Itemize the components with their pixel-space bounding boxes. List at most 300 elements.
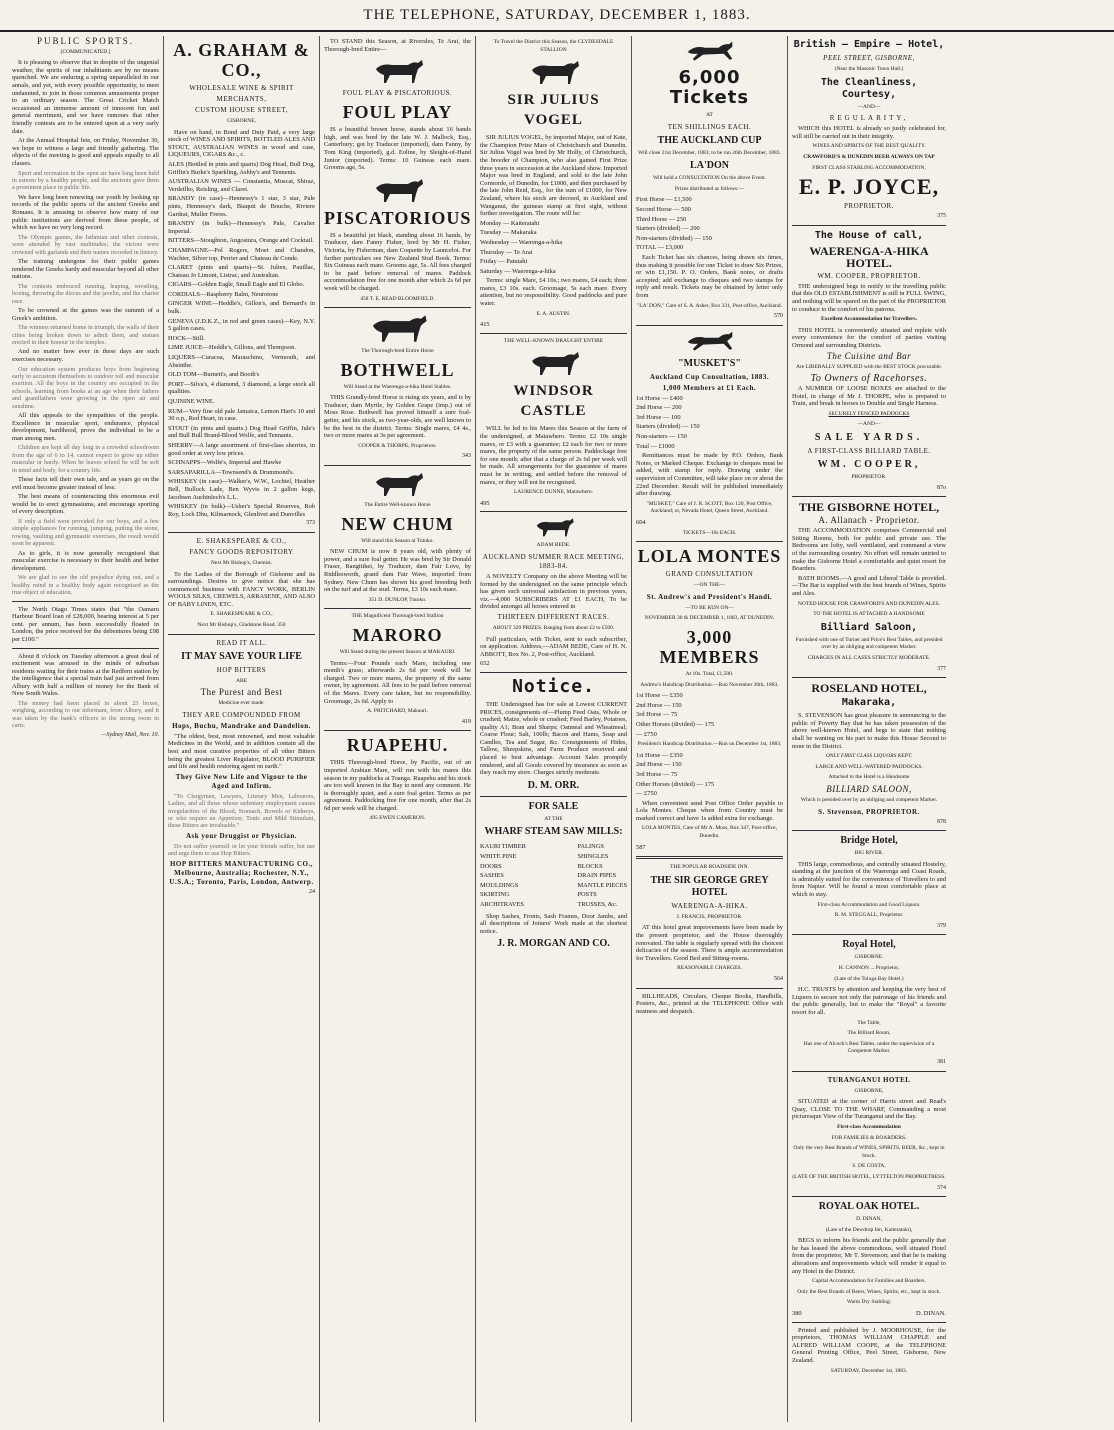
list-item: KAURI TIMBER [480, 843, 526, 851]
prize-item: 3rd Horse — 75 [636, 711, 678, 719]
advert-title-windsor-castle: WINDSOR CASTLE [513, 383, 594, 420]
advert-line: (LATE OF THE BRITISH HOTEL, LYTTELTON PROPRIETRESS. [792, 1173, 946, 1180]
news-source: —Sydney Mail, Nov. 10. [101, 731, 159, 738]
advert-line: TO THE HOTEL IS ATTACHED A HANDSOME [813, 611, 925, 618]
advert-title-bothwell: BOTHWELL [340, 359, 455, 380]
prize-item: Total — £1000 [636, 442, 675, 450]
advert-body: THE Undersigned has for sale at Lowest CURRENT PRICES, consignments of—Plump Feed Oats, Whole or crushed; Maize, whole or crushed; Feed Barley, Potatoes, quality A1; Bran and Sharps; Oatmeal and Wheatmeal; Coarse Flour; Salt, 100lb; Bacon and Hams, Soap and Candles, Tea and Sugar, &c. Consignments of Hides, Tallow, Sheepskins, and Farm Produce received and placed to best advantage. Account Sales promptly rendered, and all Goods covered by insurance as soon as they reach my store. Charges strictly moderate. [480, 700, 627, 777]
advert-line: —ON THE— [694, 582, 725, 589]
advert-line: Will stand this Season at Tutoko. [361, 537, 434, 544]
column-2 [164, 36, 320, 1422]
paragraph: As to girls, it is now generally recognised that muscular exercise is necessary to their health and better development. [12, 549, 159, 572]
prize-item: 2nd Horse — 150 [636, 701, 682, 709]
prize-item: Other Horses (divided) — 175 [636, 780, 715, 788]
prize-item: 2nd Horse — 150 [636, 761, 682, 769]
paragraph: If only a field were provided for our boys, and a few simple appliances for running, jumping, putting the stone, rowing, vaulting and gymnastic exercises, the result would soon be apparent. [12, 517, 159, 548]
advert-line: BILLIARD SALOON, [826, 783, 912, 794]
advert-line: St. Andrew's and President's Handi. [646, 592, 773, 601]
advert-number: 380 [792, 1310, 802, 1318]
divider [480, 333, 627, 334]
stock-item: WHISKEY (in case)—Walker's, W.W., Lochiel, Heather Bell, Bullock Lade, Ben Wyvis in 2 gallon kegs, Jacobsen Auchinlech's L.L. [168, 478, 315, 501]
advert-body: Terms:—Four Pounds each Mare, including one month's grass; afterwards 2s 6d per week will be charged. Two or more mares, the property of the same owner, by agreement. All fees to be paid before removal of the Mares. Every care taken, but no responsibility. Groomage, 2s 6d. Apply to [324, 659, 471, 705]
advert-number: 570 [774, 313, 783, 320]
advert-number: 377 [937, 665, 946, 672]
advert-line: J. FRANCIS, PROPRIETOR. [676, 913, 743, 920]
advert-body: When convenient send Post Office Order payable to Lola Montes. Cheque when from Country must be marked correct and have 1s added extra for exchange. [636, 799, 783, 822]
paragraph: The winners returned home in triumph, the walls of their cities being broken down to admit them, and statues erected in their honour in the temples. [12, 324, 159, 346]
stock-item: BRANDY (in bulk)—Hennessy's Pale, Cavalier Imperial. [168, 220, 315, 235]
advert-number: 604 [636, 519, 646, 526]
stock-item: SCHNAPPS—Wolfe's, Imperial and Hawke [168, 459, 282, 467]
advert-line: Attached to the Hotel is a Handsome [828, 774, 910, 781]
advert-line: PEEL STREET, GISBORNE, [823, 54, 915, 62]
advert-line: ABOUT 320 PRIZES. Ranging from about £2 to £500. [492, 624, 615, 631]
prize-item: 1st Horse — £350 [636, 751, 683, 759]
horse-illustration [529, 516, 579, 538]
advert-line: Medicine ever made. [218, 700, 265, 707]
advert-signature: D. DINAN. [916, 1310, 946, 1318]
advert-line: —TO BE RUN ON— [685, 604, 734, 611]
imprint-date: SATURDAY, December 1st, 1883. [830, 1367, 908, 1374]
paragraph: We are glad to see the old prejudice dying out, and a healthy mind in a healthy body again recognised as the true object of education. [12, 574, 159, 597]
advert-number: 343 [462, 453, 471, 460]
advert-line: H. CANNON ... Proprietor, [838, 965, 900, 972]
advert-line: PROPRIETOR. [844, 202, 894, 211]
divider [792, 830, 946, 831]
prize-list [636, 692, 783, 738]
advert-line: Capital Accommodation for Families and Boarders. [812, 1278, 926, 1285]
route-item: Saturday — Waerenga-a-hika [480, 267, 556, 275]
paragraph: "To Clergymen, Lawyers, Literary Men, Labourers, Ladies, and all those whose sedentary employment causes irregularities of the Blood, Stomach, Bowels or Kidneys, or who require an Appetizer, Tonic and Mild Stimulant, these Bitters are invaluable." [168, 792, 315, 830]
stock-item: PORT—Silva's, 4 diamond, 3 diamond, a large stock all qualities. [168, 380, 315, 396]
advert-title-new-chum: NEW CHUM [341, 513, 454, 534]
divider [480, 511, 627, 512]
advert-body: To the Ladies of the Borough of Gisborne and its surroundings. Desires to give notice that she has commenced business with FANCY WORK, BERLIN WOOLS SILKS, CREWELS, ARRASENE, AND ALSO OF BABY LINEN, ETC. [168, 570, 315, 608]
advert-signature: E. A. AUSTIN. [536, 310, 571, 317]
advert-title-hop-bitters: IT MAY SAVE YOUR LIFE [181, 650, 302, 662]
advert-line: Billiard Saloon, [820, 621, 918, 633]
advert-title-shakespeare: E. SHAKESPEARE & CO., [196, 536, 287, 545]
divider [168, 634, 315, 635]
advert-intro: To Travel the District this Season, the CLYDESDALE STALLION [493, 39, 614, 53]
stock-item: BITTERS—Stoughton, Angostura, Orange and Cocktail. [168, 237, 314, 245]
paragraph: Sport and recreation in the open air have long been held in esteem by a healthy people, and the ancients gave them a prominent place in public life. [12, 169, 159, 192]
advert-title-musket: "MUSKET'S" [678, 357, 741, 369]
advert-line: TEN SHILLINGS EACH. [667, 122, 752, 131]
advert-body: Remittances must be made by P.O. Orders, Bank Notes, or Marked Cheque. Exchange to cheques must be added, with stamp for reply. Drawing under the supervision of Committee, will take place on or about the 22nd December. Result will be published immediately after drawing. [636, 452, 783, 498]
article-note: [COMMUNICATED.] [60, 48, 111, 55]
advert-title-british-empire: British — Empire — Hotel, [793, 39, 945, 50]
advert-address: "MUSKET," Care of J. R. SCOTT, Box 120, Post Office, Auckland; or, Nevada Hotel, Queen Street, Auckland. [646, 500, 773, 515]
advert-line: 3,000 MEMBERS [659, 626, 760, 667]
advert-line: Makaraka, [841, 697, 897, 709]
divider [636, 856, 783, 859]
advert-footer [792, 1310, 946, 1318]
advert-line: BIG RIVER. [854, 850, 884, 857]
advert-line: GISBORNE, [227, 118, 256, 124]
advert-address: Next Mr Bishop's, Gladstone Road. 350 [197, 622, 286, 629]
prize-list [636, 196, 783, 252]
stock-item: WHISKEY (in bulk)—Usher's Special Reserves, Rob Roy, Loch Dhu, Kilmarnock, Glenlivet and Dunvilles [168, 503, 315, 518]
prize-item: 2nd Horse — 200 [636, 404, 682, 412]
advert-line: ARE [236, 677, 247, 684]
prize-item: 1st Horse — £400 [636, 394, 683, 402]
divider [324, 465, 471, 466]
list-item: WHITE PINE [480, 853, 517, 861]
prize-item: — £750 [636, 730, 657, 738]
masthead: THE TELEPHONE, SATURDAY, DECEMBER 1, 1883. [0, 0, 1114, 32]
stock-item: OLD TOM—Burnett's, and Booth's [168, 371, 260, 379]
advert-line: The Entire Well-known Horse [364, 502, 431, 509]
prize-item: First Horse — £1,500 [636, 196, 692, 204]
advert-line: Only the Best Brands of Beers, Wines, Spirits, etc., kept in stock. [797, 1288, 941, 1295]
stock-item: SARSAPARILLA—Townsend's & Drummond's. [168, 468, 295, 476]
stock-item: STOUT (in pints and quarts.) Dog Head Griffin, Jule's and Bull Bull Brand-Blood Wolfe, and Tennants. [168, 424, 315, 440]
advert-title-lola-montes: LOLA MONTES [637, 546, 782, 567]
advert-line: (Late of the Tologa Bay Hotel.) [834, 975, 904, 982]
advert-line: Warm Dry Stabling. [846, 1299, 892, 1306]
advert-line: WINES AND SPIRITS OF THE BEST QUALITY. [812, 143, 926, 150]
horse-illustration [524, 58, 584, 86]
advert-line: First-class Accommodation and Good Liquors. [817, 901, 921, 908]
column-6 [788, 36, 950, 1422]
advert-intro: TO STAND this Season, at Riversles, Te Arai, the Thorough-bred Entire— [324, 38, 471, 53]
paragraph: Our education system produces boys from beginning early to accustom themselves to outdoor toil and muscular exertion. All the boys in the country are occupied in the schools, learning from books at an age when their fathers and grandfathers were growing in the open air and sunshine. [12, 365, 159, 410]
advert-line: TICKETS—10s EACH. [682, 529, 737, 536]
prize-list [636, 752, 783, 798]
advert-line: Andrew's Handicap Distribution.—Run November 30th, 1883. [640, 681, 779, 688]
advert-line: Which is presided over by an obliging and competent Marker. [800, 796, 938, 803]
advert-title-royal-oak: ROYAL OAK HOTEL. [818, 1201, 920, 1213]
advert-line: The Purest and Best [200, 687, 283, 698]
advert-line: THE WELL-KNOWN DRAUGHT ENTIRE [503, 337, 604, 344]
advert-body: Full particulars, with Ticket, sent to each subscriber, on application. Address,—ADAM BEDE, Care of H. N. ABBOTT, Box No. 2, Post-office, Auckland. [480, 635, 627, 658]
prize-item: 1st Horse — £350 [636, 692, 683, 700]
list-item: DRAIN PIPES [577, 872, 616, 880]
prize-item: 3rd Horse — 75 [636, 770, 678, 778]
advert-line: The Cuisine and Bar [826, 350, 912, 361]
stock-item: QUININE WINE. [168, 398, 215, 405]
paragraph: The money had been placed in about 25 boxes, weighing, according to our informant, from Albury, and it was taken by the bank's officers to the strong room in carts. [12, 700, 159, 730]
advert-line: READ IT ALL. [216, 638, 267, 647]
paragraph: The best means of counteracting this enormous evil would be to erect gymnasiums, and encourage sporting of every description. [12, 493, 159, 516]
advert-body: IS a beautiful brown horse, stands about 16 hands high, and was bred by the late W. J. Mallock, Esq., Canterbury; got by Traducer (imported), dam Fanny, by Tom King (imported), g.d. Eoline, by Sleight-of-Hand Junior (imported). Terms: 10 Guineas each mare. Grooms age, 5s. [324, 126, 471, 172]
advert-line: SECURELY FENCED PADDOCKS [828, 410, 910, 417]
stock-item: SHERRY—A large assortment of first-class sherries, in good order at very low prices. [168, 441, 315, 457]
advert-line: AT THE [544, 815, 563, 822]
route-item: Friday — Patutahi [480, 258, 528, 266]
advert-title-waerenga-a-hika: WAERENGA-A-HIKA HOTEL. [809, 243, 929, 270]
advert-line: Excellent Accommodation for Travellers. [821, 316, 917, 323]
advert-title-tickets: 6,000 Tickets [669, 67, 750, 108]
paragraph: These facts tell their own tale, and as years go on the evil must become greater instead of less. [12, 475, 159, 491]
advert-body: THIS large, commodious, and centrally situated Hostelry, standing at the junction of the Waerenga and Coast Roads, is admirably suited for the convenience of Travellers to and from Napier. Will be found a most comfortable place at which to stay. [792, 860, 946, 899]
advert-line: Next Mr Bishop's, Chemist. [210, 559, 273, 566]
advert-line: Auckland Cup Consultation, 1883. [649, 372, 770, 381]
news-item-albury: About 8 o'clock on Tuesday afternoon a great deal of excitement was aroused in the minds of suburban residents waiting for their trains at the Redfern station by the intelligence that a special train had just arrived from Albury with half a million of money for the Bank of New South Wales. [12, 652, 159, 698]
divider [168, 532, 315, 533]
prize-item: TOTAL — £3,000 [636, 244, 684, 252]
imprint: Printed and published by J. MOORHOUSE, for the proprietors, THOMAS WILLIAM CHAPPLE and ALFRED WILLIAM COOPE, at the TELEPHONE General Printing Office, Peel Street, Gisborne, New Zealand. [792, 1326, 946, 1364]
advert-signature: S. Stevenson, PROPRIETOR. [818, 807, 920, 816]
advert-line: FIRST CLASS STABLING ACCOMMODATION, [812, 164, 926, 171]
advert-signature: S. DE COSTA, [852, 1163, 886, 1170]
advert-number: 415 [480, 321, 490, 329]
paragraph: The contests embraced running, leaping, wrestling, boxing, throwing the discus and the javelin, and the chariot race. [12, 282, 159, 305]
route-list [480, 220, 627, 276]
advert-number: 419 [462, 718, 471, 725]
advert-line: First-class Accommodation [837, 1123, 901, 1130]
advert-number: 878 [937, 818, 946, 825]
advert-body: WILL be led to his Mares this Season at the farm of the undersigned, at Matawhero. Terms: £2 10s single mares, or £3 with a guarantee; £2 each for two or more mares, the property of the same person. Paddockage free for one month; after that a charge of 2s 6d per week will be made. All arrangements for the guarantee of mares must be in writing, and settled before the removal of mares, or they will not be recognised. [480, 425, 627, 486]
advert-line: GRAND CONSULTATION [665, 570, 754, 579]
advert-title-turanganui: TURANGANUI HOTEL [827, 1075, 911, 1084]
advert-number: 495 [480, 499, 490, 507]
advert-number: 374 [937, 1184, 946, 1191]
news-item-otago: The North Otago Times states that "the Oamaru Harbour Board loan of £28,000, bearing interest at 5 per cent. per annum, has been successfully floated in London, the price received for the debentures being £98 per £100." [12, 605, 159, 643]
advert-number: 375 [937, 213, 946, 220]
prize-item: Third Horse — 250 [636, 215, 687, 223]
advert-line: Furnished with one of Turner and Price's Best Tables, and presided over by an obliging and competent Marker. [795, 636, 943, 651]
advert-number: 373 [306, 520, 315, 527]
advert-line: Will close 21st December, 1883; to be run 26th December, 1883. [638, 149, 781, 156]
advert-body: AT this hotel great improvements have been made by the present proprietor, and the House thoroughly renovated. The table is regularly spread with the choicest delicacies of the season. There is ample accommodation for Travellers. Good Bed and Sitting-rooms. [636, 924, 783, 962]
advert-body: A NUMBER OF LOOSE BOXES are attached to the Hotel, in charge of Mr J. THORPE, who is prepared to Train, and break in horses to Double and Single Harness. [792, 385, 946, 408]
divider [792, 496, 946, 497]
advert-address: "LA' DON," Care of S. A. Asher, Box 331, Post-office, Auckland. [637, 302, 782, 309]
advert-body: IS a beautiful jet black, standing about 16 hands, by Traducer, dam Fanny Fisher, bred by Mr H. Fisher, Victoria, by Fisherman, dam Coquette by Launcelot. For further particulars see New Zealand Stud Book. Terms: Six Guineas each mare. Grooms age, 5s. All fees charged to be paid before removal of mares. Paddock accommodation free for one month after which 2s 6d per week will be charged. [324, 231, 471, 292]
advert-title-gisborne-hotel: THE GISBORNE HOTEL, [798, 500, 940, 515]
stock-item: BRANDY (in case)—Hennessy's 1 star, 3 star, Pale pints, Hennessy's dark, Biaquit de Bouche, Riviere Gardrat, Muller Freres. [168, 195, 315, 218]
column-3 [320, 36, 476, 1422]
list-item: MOULDINGS [480, 881, 519, 889]
advert-line: CHARGES IN ALL CASES STRICTLY MODERATE. [807, 654, 931, 661]
divider [12, 601, 159, 602]
advert-line: —AND— [857, 103, 881, 110]
advert-title-graham: A. GRAHAM & CO., [173, 40, 310, 80]
advert-line: THE POPULAR ROADSIDE INN. [670, 864, 749, 871]
advert-line: They Give New Life and Vigour to the Aged and Infirm. [175, 772, 308, 790]
advert-signature: LAURENCE DUNNE, Matawhero. [513, 489, 594, 496]
advert-line: Only the very Best Brands of WINES, SPIRITS, BEER, &c., kept in Stock. [793, 1145, 945, 1159]
paragraph: To be crowned at the games was the summit of a Greek's ambition. [12, 306, 159, 322]
route-item: Wednesday — Waerenga-a-hika [480, 238, 563, 246]
route-item: Thursday — Te Arai [480, 248, 533, 256]
prize-item: Other Horses (divided) — 175 [636, 720, 715, 728]
stock-item: AUSTRALIAN WINES — Constantia, Muscat, Shiraz, Verdeilho, Reisling, and Claret. [168, 178, 315, 193]
divider [324, 608, 471, 609]
divider [12, 648, 159, 649]
advert-signature: COOPER & THORPE, Proprietors. [358, 442, 437, 449]
advert-title-sir-julius-vogel: SIR JULIUS VOGEL [507, 92, 600, 129]
advert-signature: LOLA MONTES, Care of Mr A. Moss, Box 347, Post-office, Dunedin. [642, 825, 777, 840]
advert-line: The House of call, [814, 229, 924, 241]
horse-illustration [368, 470, 428, 498]
advert-body: THE ACCOMMODATION comprises Commercial and Sitting Rooms, both for public and private use. The Bedrooms are lofty, well ventilated, and command a view of the surrounding country. No effort will remain untried to make the Gisborne Hotel a comfortable and quiet resort for Boarders. [792, 527, 946, 573]
advert-line: (Near the Masonic Town Hall.) [834, 66, 904, 72]
advert-line: GISBORNE, [854, 1087, 884, 1094]
divider [324, 307, 471, 308]
advert-signature: A. PRITCHARD, Makauri. [367, 708, 428, 715]
advert-line: The Table, [857, 1019, 881, 1026]
stock-item: HOCK—Still. [168, 334, 205, 342]
list-item: MANTLE PIECES [577, 881, 627, 889]
advert-title-adam-bede: AUCKLAND SUMMER RACE MEETING, 1883-84. [482, 552, 625, 570]
advert-body: WHICH this HOTEL is already so justly celebrated for, will still be carried out in their integrity. [792, 125, 946, 140]
horse-illustration [368, 57, 428, 85]
stock-item: CHAMPAGNE—Pol Rogers, Moet and Chandon, Wachter, Silver top, Perrier and Chateau de Conde. [168, 246, 315, 262]
advert-title-bridge-hotel: Bridge Hotel, [840, 835, 898, 847]
route-item: Tuesday — Makaraka [480, 229, 537, 237]
advert-line: Prizes distributed as follows:— [674, 185, 745, 192]
advert-line: CRAWFORD'S & DUNEDIN BEER ALWAYS ON TAP [803, 153, 935, 160]
column-4 [476, 36, 632, 1422]
stock-item: CLARET (pints and quarts)—St. Julien, Pauillac, Chateau Jo Limont, Listrac, and Australian. [168, 264, 315, 279]
paragraph: At the Annual Hospital fete, on Friday, November 30, we hope to witness a large and friendly gathering. The objects of the meeting is good and appeals equally to all classes. [12, 137, 159, 167]
advert-line: Ask your Druggist or Physician. [185, 831, 298, 840]
advert-body: Shop Sashes, Fronts, Sash Frames, Door Jambs, and all descriptions of Joiners' Work made at the shortest notice. [480, 912, 627, 935]
prize-item: 3rd Horse — 100 [636, 413, 681, 421]
page-columns [8, 36, 1106, 1422]
advert-number: 24 [309, 888, 315, 895]
paragraph: Do not suffer yourself or let your friends suffer, but use and urge them to use Hop Bitters. [168, 842, 315, 858]
advert-title-piscatorious: PISCATORIOUS [324, 207, 472, 228]
stock-item: RUM—Very fine old pale Jamaica, Lemon Hart's 10 and 30 o.p., Red Heart, in case. [168, 407, 315, 423]
advert-line: AT [706, 112, 713, 118]
advert-line: The Thorough-bred Entire Horse [361, 348, 434, 355]
divider [636, 325, 783, 326]
advert-signature: WM. COOPER, [817, 459, 921, 471]
advert-title-wharf: WHARF STEAM SAW MILLS: [484, 826, 623, 838]
advert-body: A NOVELTY Company on the above Meeting will be formed by the undersigned on the same principle which has given such universal satisfaction in previous years, viz.—4,000 SUBSCRIBERS AT £1 EACH, To be divided amongst all horses entered in [480, 572, 627, 611]
paragraph: We have long been renewing our youth by looking up records of the public sports of the ancient Greeks and Romans. It is amusing to observe how many of our public institutions are derived from these people, of which we have no very long record. [12, 193, 159, 232]
timber-list-left [480, 841, 526, 910]
advert-line: The Cleanliness, Courtesy, [820, 76, 918, 100]
prize-item: — £750 [636, 790, 657, 798]
advert-number: 379 [937, 922, 946, 929]
route-item: Monday — Kaiteratahi [480, 219, 540, 227]
advert-body: THIS HOTEL is conveniently situated and replete with every convenience for the comfort of parties visiting Ormond and surrounding Districts. [792, 326, 946, 349]
timber-list-right [577, 841, 627, 910]
advert-line: CUSTOM HOUSE STREET, [195, 106, 288, 114]
list-item: SHINGLES [577, 853, 609, 861]
advert-line: The Billiard Room, [847, 1030, 891, 1037]
advert-line: Will Stand at the Waerenga-a-hika Hotel Stables. [343, 383, 452, 390]
list-item: TRUSSES, &c. [577, 901, 618, 908]
article-title: PUBLIC SPORTS. [37, 36, 134, 46]
advert-intro: Have on hand, in Bond and Duty Paid, a very large stock of WINES AND SPIRITS, BOTTLED ALES AND STOUT, AUSTRALIAN WINES in wood and case, LIQUEURS, CIGARS &c., c. [168, 128, 315, 159]
advert-line: ONLY FIRST CLASS LIQUORS KEPT. [825, 753, 913, 760]
advert-number: 87o [937, 484, 946, 491]
divider [792, 934, 946, 935]
advert-proprietor: E. P. JOYCE, [798, 174, 940, 200]
timber-list [480, 841, 627, 910]
prize-list [636, 395, 783, 451]
advert-title-for-sale: FOR SALE [528, 800, 579, 812]
stock-item: ALES (Bottled in pints and quarts) Dog Head, Bull Dog, Griffin's Burke's Sparkling, Ashby's and Tennents. [168, 160, 315, 176]
advert-signature: 351 D. DUNLOP, Tutoko. [368, 596, 427, 603]
advert-body: BILLHEADS, Circulars, Cheque Books, Handbills, Posters, &c., printed at the TELEPHONE Office with neatness and despatch. [636, 992, 783, 1015]
prize-item: Starters (divided) — 200 [636, 225, 700, 233]
racing-horse-illustration [670, 40, 750, 64]
advert-body: SITUATED at the corner of Harris street and Read's Quay, CLOSE TO THE WHARF, Commanding a most picturesque View of the Turanganui and the Bay. [792, 1098, 946, 1121]
advert-line: WAERENGA-A-HIKA. [671, 901, 748, 910]
advert-line: —AND— [857, 421, 881, 428]
paragraph: All this appeals to the sympathies of the people. Excellence in muscular sport, endurance, physical development, hardihood, prove the individual to be a man among men. [12, 411, 159, 442]
advert-title-la-don: LA'DON [690, 160, 729, 172]
advert-signature: E. SHAKESPEARE & CO., [210, 611, 273, 618]
column-1 [8, 36, 164, 1422]
divider [480, 796, 627, 797]
divider [792, 1322, 946, 1323]
advert-body: THIS Thorough-bred Horse, by Pacific, out of an imported Arabian Mare, will run with his mares this season in my paddocks at Toanga. Ruapehu and his stock are too well known in the Bay to need any comment. He is thoroughly quiet, and a sure foal getter. Terms as per agreement. Paddocking free for one month, after that 2s 6d per week will be charged. [324, 759, 471, 812]
advert-signature: R. M. STEGGALL, Proprietor. [834, 912, 904, 919]
divider [792, 1196, 946, 1197]
advert-number: 564 [774, 976, 783, 982]
list-item: BLOCKS [577, 862, 603, 870]
advert-line: D. DINAN, [856, 1216, 882, 1223]
advert-line: President's Handicap Distribution.—Run on December 1st, 1883. [637, 741, 782, 748]
advert-line: A FIRST-CLASS BILLIARD TABLE. [807, 447, 931, 456]
advert-line: GISBORNE. [854, 954, 884, 961]
advert-line: To Owners of Racehorses. [810, 373, 928, 385]
divider [636, 988, 783, 989]
horse-illustration [363, 312, 433, 344]
advert-line: THEY ARE COMPOUNDED FROM [182, 710, 301, 719]
advert-body: Each Ticket has six chances, being drawn six times, thus making it possible for one Ticket to draw Six Prizes, or win £1,150. P. O. Orders, Bank notes, or drafts accepted; add exchange to cheques and two stamps for reply and result. Tickets may be obtained by letter only from [636, 253, 783, 299]
advert-title-maroro: MARORO [352, 624, 443, 645]
advert-signature: J. R. MORGAN AND CO. [497, 938, 610, 950]
paragraph: The training undergone for their public games rendered the Greeks hardy and muscular beyond all other nations. [12, 257, 159, 281]
racing-horse-illustration [670, 330, 750, 354]
list-item: SKIRTING [480, 891, 510, 899]
advert-line: (Late of the Dewdrop Inn, Kaiteratahi), [825, 1226, 913, 1233]
paragraph: And no matter how ever in these days are such exercises necessary. [12, 348, 159, 363]
advert-line: Will Stand during the present Season at MAKAURI. [339, 648, 456, 655]
advert-line: WM. COOPER, PROPRIETOR. [817, 271, 921, 280]
list-item: ARCHITRAVES [480, 901, 524, 908]
horse-illustration [524, 349, 584, 377]
stock-item: CIGARS—Golden Eagle, Small Eagle and El Globo. [168, 281, 305, 289]
advert-line: Are LIBERALLY SUPPLIED with the BEST STOCK procurable. [795, 363, 942, 370]
advert-body: THE undersigned begs to notify to the travelling public that this OLD ESTABLISHMENT is still in FULL SWING, and nothing will be spared on the part of the PROPRIETOR to conduce to the comfort of his patrons. [792, 282, 946, 313]
paragraph: Children are kept all day long in a crowded schoolroom from the age of 6 to 14, cannot expect to grow up either muscular or hardy. When he leaves school he will be soft in mind and body, for a country life. [12, 444, 159, 474]
stock-item: CORDIALS—Raspberry Balm, Neurotone [168, 290, 279, 298]
advert-title-foul-play: FOUL PLAY [342, 102, 453, 123]
prize-item: Non-starters — 150 [636, 433, 687, 441]
advert-body: BATH ROOMS.—A good and Liberal Table is provided.—The Bar is supplied with the best brands of Wines, Spirits and Ales. [792, 574, 946, 597]
stock-item: LIQUERS—Curacoa, Maraschino, Vermouth, and Absinthe. [168, 354, 315, 369]
advert-line: Hops, Buchu, Mandrake and Dandelion. [172, 721, 311, 730]
list-item: POSTS [577, 891, 597, 899]
advert-line: THE Magnificent Thorough-bred Stallion [351, 613, 444, 620]
advert-body: THIS Grandly-bred Horse is rising six years, and is by Traducer, dam Myrtle, by Golden Grape (imp.) out of Moss Rose. Bothwell has proved himself a sure foal-getter, and his stock, as two-year-olds, are well known to be the best in the district. Terms: Single mares, £4 4s., two or more mares at 3s per agreement. [324, 394, 471, 440]
stock-item: GENEVA (J.D.K.Z., in red and green cases)—Key, N.Y. 5 gallon cases. [168, 317, 315, 333]
advert-line: FOR FAMILIES & BOARDERS. [831, 1134, 907, 1141]
advert-line: NOVEMBER 30 & DECEMBER 1, 1883, AT DUNEDIN. [644, 615, 775, 622]
advert-title-sir-george-grey: THE SIR GEORGE GREY HOTEL [650, 874, 769, 898]
advert-line: MERCHANTS, [216, 95, 267, 103]
advert-body: NEW CHUM is now 8 years old, with plenty of power, and a sure foal getter. He was bred by Sir Donald Fraser, Rangitikei, by Traducer, dam Fair Love, by Riddlesworth, grand dam Fair Wave, imported from Sydney. New Chum has shown his good breeding both on the turf and at the stud. Terms, £3 10s each mare. [324, 548, 471, 594]
advert-line: HOP BITTERS MANUFACTURING CO., Melbourne, Australia; Rochester, N.Y., U.S.A.; Toronto, Paris, London, Antwerp. [169, 859, 314, 886]
stock-item: GINGER WINE—Heddle's, Gillon's, and Bernard's in bulk. [168, 300, 315, 316]
divider [792, 677, 946, 678]
advert-line: Will hold a CONSULTATION On the above Event. [652, 175, 767, 182]
advert-line: ADAM BEDE. [536, 542, 571, 549]
advert-title-notice: Notice. [512, 675, 595, 697]
stock-item: LIME JUICE—Heddle's, Gillons, and Thompson. [168, 344, 296, 352]
advert-body: "The oldest, best, most renowned, and most valuable Medicines in the World, and in addition contain all the best and most curative properties of all other Bitters being the greatest Liver Regulator, BLOOD PURIFIER and life and health restoring agent on earth." [168, 732, 315, 771]
